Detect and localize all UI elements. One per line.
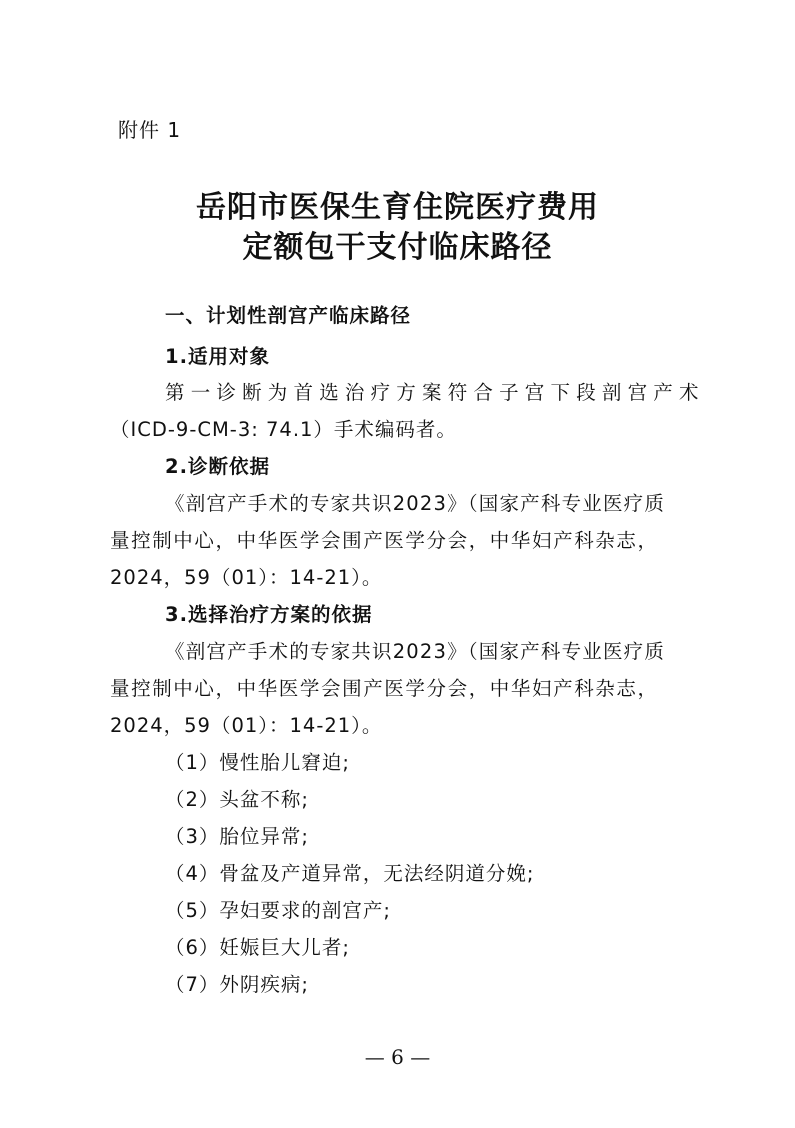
item2-heading: 2.诊断依据 (165, 455, 270, 478)
list-item: （1）慢性胎儿窘迫; (165, 751, 350, 774)
list-item: （7）外阴疾病; (165, 973, 309, 996)
list-item: （6）妊娠巨大儿者; (165, 936, 350, 959)
item2-paragraph-line-3: 2024，59（01）：14-21）。 (110, 566, 383, 589)
document-title-line-1: 岳阳市医保生育住院医疗费用 (196, 190, 599, 225)
document-title-line-2: 定额包干支付临床路径 (242, 230, 553, 265)
item3-paragraph-line-2: 量控制中心，中华医学会围产医学分会，中华妇产科杂志， (110, 677, 659, 700)
section-heading: 一、计划性剖宫产临床路径 (165, 304, 412, 327)
item1-paragraph-line-1: 第一诊断为首选治疗方案符合子宫下段剖宫产术 (165, 381, 705, 404)
list-item: （2）头盆不称; (165, 788, 309, 811)
list-item: （4）骨盆及产道异常，无法经阴道分娩; (165, 862, 535, 885)
item1-heading: 1.适用对象 (165, 345, 270, 368)
list-item: （5）孕妇要求的剖宫产; (165, 899, 391, 922)
item1-paragraph-line-2: （ICD-9-CM-3: 74.1）手术编码者。 (110, 418, 457, 441)
attachment-label: 附件 1 (118, 118, 182, 142)
page-number: — 6 — (364, 1045, 431, 1069)
item3-heading: 3.选择治疗方案的依据 (165, 603, 373, 626)
list-item: （3）胎位异常; (165, 825, 309, 848)
item2-paragraph-line-2: 量控制中心，中华医学会围产医学分会，中华妇产科杂志， (110, 529, 659, 552)
item3-paragraph-line-1: 《剖宫产手术的专家共识2023》（国家产科专业医疗质 (165, 640, 666, 663)
item3-paragraph-line-3: 2024，59（01）：14-21）。 (110, 714, 383, 737)
item2-paragraph-line-1: 《剖宫产手术的专家共识2023》（国家产科专业医疗质 (165, 492, 666, 515)
